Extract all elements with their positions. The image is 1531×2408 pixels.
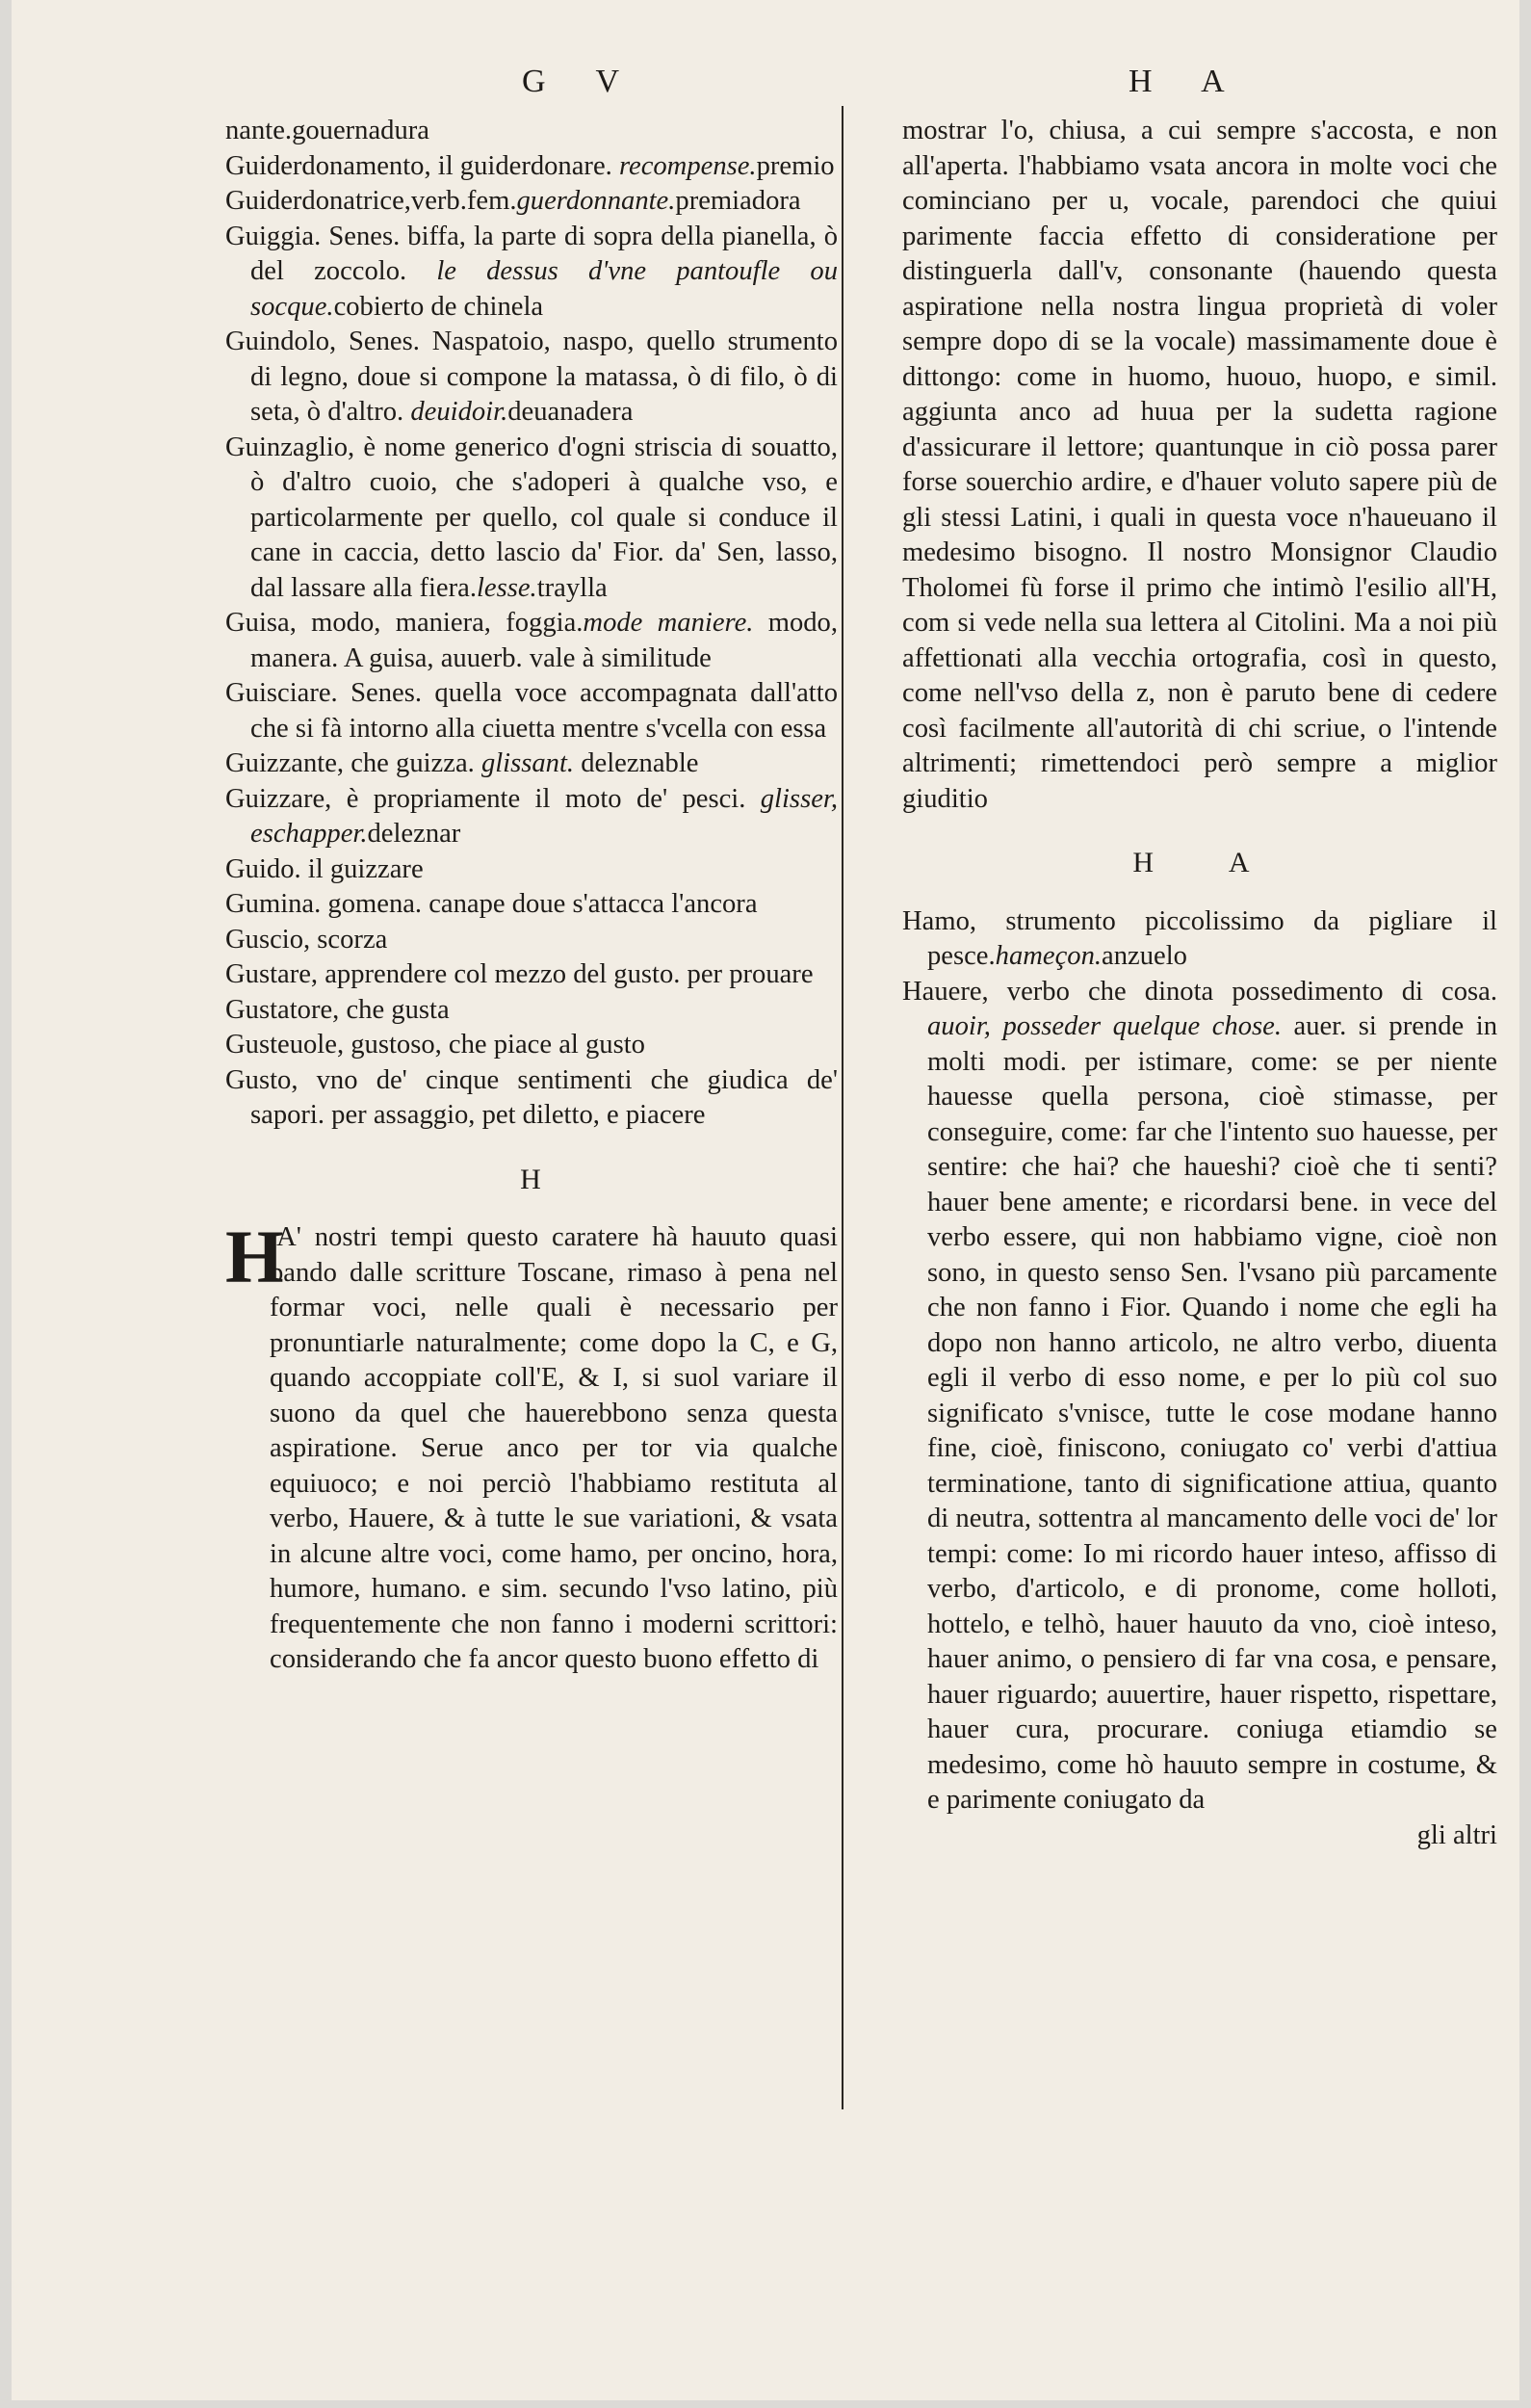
column-divider [842,106,843,2109]
dictionary-entry [225,746,838,782]
entry-gloss: deuanadera [507,397,634,427]
dictionary-entry [225,220,838,326]
entry-text: Guindolo, Senes. Naspatoio, naspo, quello strumento di legno, doue si compone la matassa, ò di filo, ò di seta, ò d'altro. [225,327,838,427]
entry-text: Guiggia. Senes. biffa, la parte di sopra della pianella, ò del zoccolo. [225,221,838,286]
entry-translation: guerdonnante. [516,186,676,216]
dictionary-entry [225,676,838,746]
book-page [12,0,1519,2400]
entry-translation: mode maniere. [583,608,754,638]
dictionary-entry [902,975,1497,1819]
entry-gloss: auer. si prende in molti modi. per istimare, come: se per niente hauesse quella persona, cioè stimasse, per conseguire, come: far che l'intento suo hauesse, per sentire: che hai? che haueshi? cioè che ti senti? hauer bene amente; e ricordarsi bene. in vece del verbo essere, qui non habbiamo vigne, cioè non sono, in questo senso Sen. l'vsano più parcamente che non fanno i Fior. Quando i nome che egli ha dopo non hanno articolo, ne altro verbo, diuenta egli il verbo di esso nome, e per lo più col suo significato s'vnisce, tutte le cose modane hanno fine, cioè, finiscono, coniugato co' verbi d'attiua terminatione, tanto di significatione attiua, quanto di neutra, sottentra al mancamento delle voci de' lor tempi: come: Io mi ricordo hauer inteso, affisso di verbo, d'articolo, e di pronome, come holloti, hottelo, e telhò, hauer hauuto da vno, cioè inteso, hauer animo, o pensiero di far vna cosa, e pensare, hauer riguardo; auuertire, hauer rispetto, rispettare, hauer cura, procurare. coniuga etiamdio se medesimo, come hò hauuto sempre in costume, & e parimente coniugato da [927,1011,1497,1815]
dictionary-entry [225,325,838,431]
running-head-right: H A [1129,64,1246,99]
entry-translation: deuidoir. [410,397,508,427]
entry-text: Guizzante, che guizza. [225,748,481,778]
entry-text: Gusteuole, gustoso, che piace al gusto [225,1030,645,1060]
dictionary-entry [902,904,1497,975]
entry-text: Gusto, vno de' cinque sentimenti che giudica de' sapori. per assaggio, pet diletto, e piacere [225,1064,838,1130]
entry-gloss: traylla [536,572,608,603]
entry-gloss: deleznable [574,748,699,778]
entry-translation: le dessus d'vne pantoufle ou socque. [250,256,838,322]
dictionary-entry [225,957,838,993]
entry-text: Guinzaglio, è nome generico d'ogni striscia di souatto, ò d'altro cuoio, che s'adoperi à qualche vso, e particolarmente per quello, col quale si conduce il cane in caccia, detto lascio da' Fior. da' Sen, lasso, dal lassare alla fiera. [225,432,838,603]
entry-translation: hameçon. [995,941,1103,971]
drop-cap: H [225,1215,284,1298]
entry-text: Gustatore, che gusta [225,994,450,1025]
dictionary-entry [225,852,838,888]
entry-text: Guizzare, è propriamente il moto de' pesci. [225,783,761,814]
dictionary-entry [225,149,838,185]
entry-gloss: modo, manera. A guisa, auuerb. vale à similitude [250,608,839,673]
dictionary-entry [225,887,838,923]
section-heading-h: H [520,1163,543,1195]
entry-text: Guisciare. Senes. quella voce accompagnata dall'atto che si fà intorno alla ciuetta mentre s'vcella con essa [225,678,838,744]
dictionary-entry [225,923,838,958]
entry-text: Guiderdonamento, il guiderdonare. [225,150,619,181]
entry-text: Hauere, verbo che dinota possedimento di cosa. [902,976,1497,1007]
dictionary-entry [225,782,838,852]
left-column [225,114,838,1678]
entry-text: Guscio, scorza [225,924,388,955]
entry-text: Hamo, strumento piccolissimo da pigliare il pesce. [902,905,1497,971]
entry-text: nante.gouernadura [225,116,429,145]
entry-gloss: premio [756,150,835,181]
entry-text: Guisa, modo, maniera, foggia. [225,608,584,638]
section-heading-ha: H A [1132,847,1284,878]
entry-gloss: cobierto de chinela [333,291,544,322]
entry-gloss: anzuelo [1102,941,1187,971]
entry-gloss: premiadora [675,186,801,216]
dictionary-entry [225,606,838,676]
entry-translation: lesse. [476,572,537,603]
h-introduction-paragraph [225,1215,838,1678]
entry-translation: auoir, posseder quelque chose. [927,1011,1282,1041]
entry-translation: recompense. [618,150,757,181]
dictionary-entry [225,184,838,220]
entry-text: Gumina. gomena. canape doue s'attacca l'ancora [225,889,758,919]
entry-text: Gustare, apprendere col mezzo del gusto. per prouare [225,959,814,989]
entry-translation: glisser, eschapper. [250,783,838,849]
running-head-left: G V [522,64,640,99]
continued-paragraph: mostrar l'o, chiusa, a cui sempre s'accosta, e non all'aperta. l'habbiamo vsata ancora in molte voci che cominciano per u, vocale, parendoci che quiui parimente faccia effetto di consideratione per distinguerla dall'v, consonante (hauendo questa aspiratione nella nostra lingua proprietà di voler sempre dopo di se la vocale) massimamente doue è dittongo: come in huomo, huouo, huopo, e simil. aggiunta anco ad huua per la sudetta ragione d'assicurare il lettore; quantunque in ciò possa parer forse souerchio ardire, e d'hauer voluto sapere più de gli stessi Latini, i quali in questa voce n'haueuano il medesimo bisogno. Il nostro Monsignor Claudio Tholomei fù forse il primo che intimò l'esilio all'H, com si vede nella sua lettera al Citolini. Ma a noi più affettionati alla vecchia ortografia, così in questo, come nell'vso della z, non è paruto bene di cedere così facilmente all'autorità di chi scriue, o l'intende altrimenti; rimettendoci però sempre a miglior giuditio [902,116,1497,814]
catchword: gli altri [1416,1819,1497,1850]
dictionary-entry [225,1028,838,1063]
entry-text: Guiderdonatrice,verb.fem. [225,186,517,216]
dictionary-entry [225,114,838,149]
entry-gloss: deleznar [367,819,461,849]
entry-text: Guido. il guizzare [225,853,424,884]
h-paragraph-text: .A' nostri tempi questo caratere hà hauuto quasi bando dalle scritture Toscane, rimaso à pena nel formar voci, nelle quali è necessario per pronuntiarle naturalmente; come dopo la C, e G, quando accoppiate coll'E, & I, si suol variare il suono da quel che hauerebbono senza questa aspiratione. Serue anco per tor via qualche equiuoco; e noi perciò l'habbiamo restituta al verbo, Hauere, & à tutte le sue variationi, & vsata in alcune altre voci, come hamo, per oncino, hora, humore, humano. e sim. secundo l'vso latino, più frequentemente che non fanno i moderni scrittori: considerando che fa ancor questo buono effetto di [270,1222,838,1674]
dictionary-entry [225,993,838,1029]
right-column [902,114,1497,1853]
dictionary-entry [225,431,838,607]
dictionary-entry [225,1063,838,1134]
entry-translation: glissant. [480,748,575,778]
